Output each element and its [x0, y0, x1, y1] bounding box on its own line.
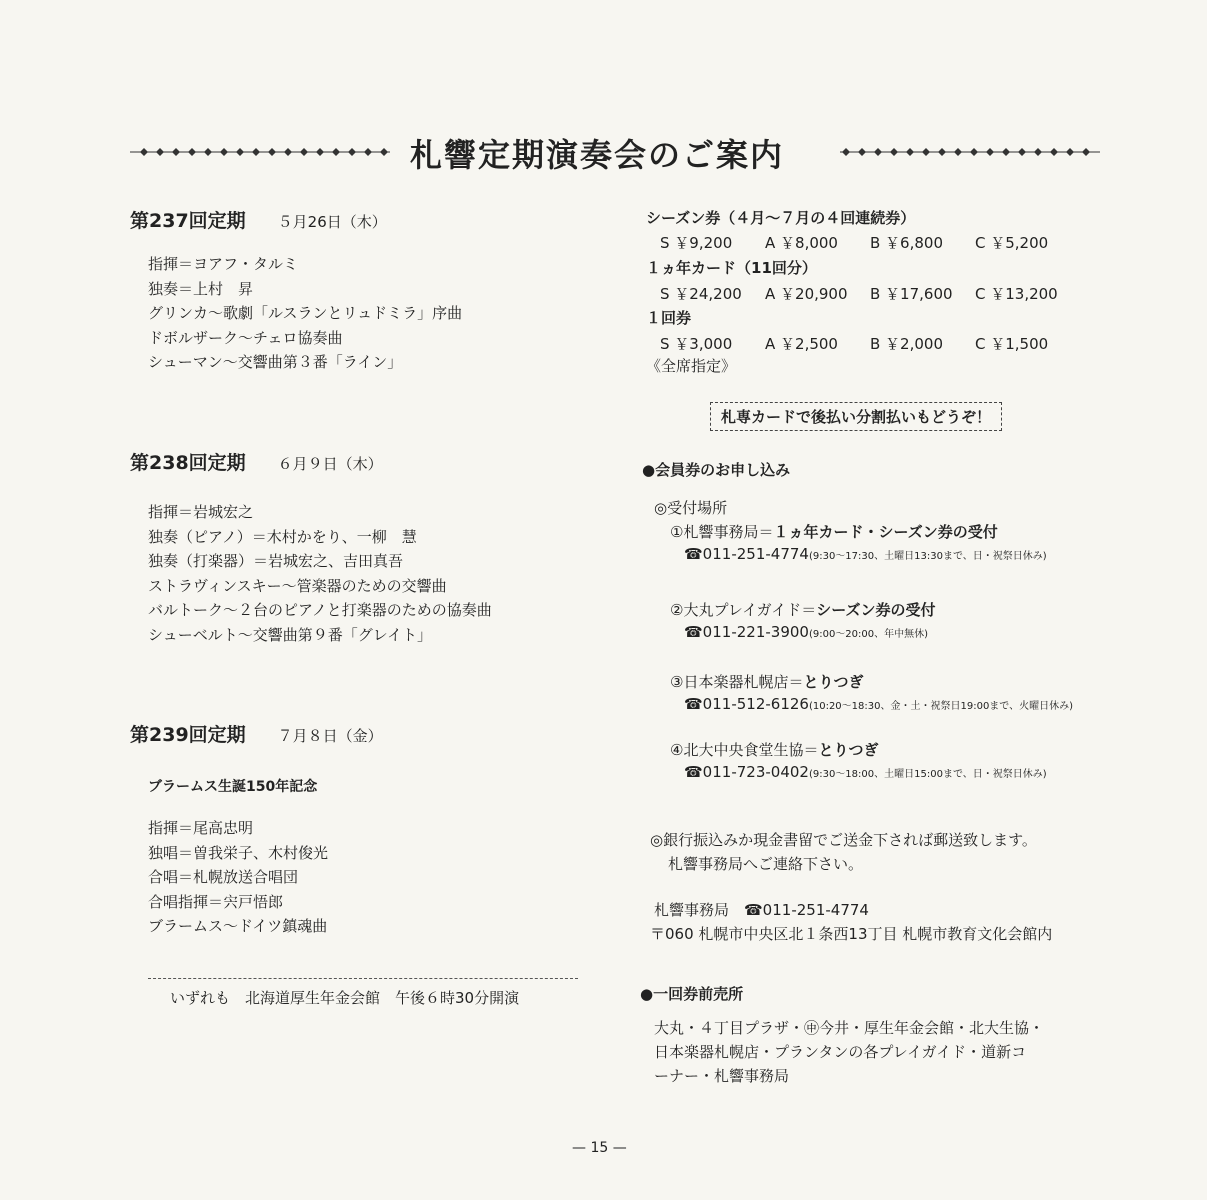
- price-c: C ￥5,200: [975, 234, 1049, 252]
- program-line: 指揮＝ヨアフ・タルミ: [148, 255, 299, 273]
- program-line: 指揮＝岩城宏之: [148, 503, 254, 521]
- venue-note: いずれも 北海道厚生年金会館 午後６時30分開演: [170, 989, 520, 1007]
- price-b: B ￥17,600: [870, 285, 953, 303]
- place-name: ②大丸プレイガイド＝: [670, 601, 817, 619]
- bank-transfer-note: ◎銀行振込みか現金書留でご送金下されば郵送致します。: [650, 831, 1037, 849]
- year-prices: [660, 283, 1058, 304]
- concert-239-subtitle: ブラームス生誕150年記念: [148, 779, 318, 795]
- places-label: ◎受付場所: [654, 499, 728, 517]
- price-c: C ￥1,500: [975, 335, 1049, 353]
- season-ticket-label: シーズン券（４月～７月の４回連続券）: [646, 209, 916, 227]
- concert-date: ６月９日（木）: [277, 455, 383, 473]
- concert-237-heading: [130, 206, 387, 233]
- place-role: １ヵ年カード・シーズン券の受付: [773, 523, 998, 541]
- membership-heading: ●会員券のお申し込み: [642, 461, 791, 479]
- place-name: ③日本楽器札幌店＝: [670, 673, 804, 691]
- hours: (9:00～20:00、年中無休): [808, 629, 929, 640]
- concert-heading-text: 第237回定期: [130, 210, 246, 232]
- title-ornament-right: [840, 146, 1100, 158]
- single-sales-list: [654, 1016, 1044, 1088]
- page-number: — 15 —: [572, 1140, 627, 1156]
- concert-heading-text: 第238回定期: [130, 452, 246, 474]
- price-s: S ￥9,200: [660, 234, 733, 252]
- price-a: A ￥8,000: [765, 234, 838, 252]
- place-role: とりつぎ: [803, 673, 864, 691]
- place-name: ①札響事務局＝: [670, 523, 774, 541]
- program-line: ドボルザーク～チェロ協奏曲: [148, 328, 343, 347]
- program-line: 合唱指揮＝宍戸悟郎: [148, 892, 284, 911]
- single-prices: [660, 333, 1048, 354]
- program-line: 独奏＝上村 昇: [148, 279, 254, 298]
- place-name: ④北大中央食堂生協＝: [670, 741, 819, 759]
- concert-date: ５月26日（木）: [277, 213, 387, 231]
- place-1: [670, 520, 998, 544]
- phone: ☎011-221-3900: [684, 623, 809, 641]
- program-line: 合唱＝札幌放送合唱団: [148, 868, 299, 886]
- place-role: とりつぎ: [818, 741, 879, 759]
- concert-heading-text: 第239回定期: [130, 724, 246, 746]
- divider: [148, 978, 578, 979]
- place-role: シーズン券の受付: [816, 601, 936, 619]
- phone: ☎011-512-6126: [684, 695, 809, 713]
- price-c: C ￥13,200: [975, 285, 1058, 303]
- office-address: 〒060 札幌市中央区北１条西13丁目 札幌市教育文化会館内: [650, 925, 1053, 943]
- program-line: 指揮＝尾高忠明: [148, 819, 254, 837]
- program-line: グリンカ～歌劇「ルスランとリュドミラ」序曲: [148, 304, 463, 322]
- program-line: シューベルト～交響曲第９番「グレイト」: [148, 625, 432, 644]
- season-prices: [660, 232, 1048, 253]
- title-ornament-left: [130, 146, 390, 158]
- hours: (9:30～18:00、土曜日15:00まで、日・祝祭日休み): [808, 769, 1047, 780]
- single-sales-line: 大丸・４丁目プラザ・㊥今井・厚生年金会館・北大生協・: [654, 1019, 1045, 1037]
- program-line: ブラームス～ドイツ鎮魂曲: [148, 917, 328, 935]
- concert-date: ７月８日（金）: [277, 727, 383, 745]
- card-payment-notice: 札専カードで後払い分割払いもどうぞ！: [710, 402, 1002, 431]
- bank-transfer-note-2: 札響事務局へご連絡下さい。: [668, 855, 864, 873]
- program-line: 独奏（打楽器）＝岩城宏之、吉田真吾: [148, 552, 404, 570]
- phone: ☎011-251-4774: [684, 545, 809, 563]
- single-sales-heading: ●一回券前売所: [640, 985, 744, 1003]
- concert-239-program: [148, 816, 328, 939]
- year-card-label: １ヵ年カード（11回分）: [646, 259, 817, 277]
- hours: (10:20～18:30、金・土・祝祭日19:00まで、火曜日休み): [808, 701, 1074, 712]
- all-reserved-note: 《全席指定》: [646, 357, 737, 375]
- single-ticket-label: １回券: [646, 309, 692, 327]
- concert-237-program: [148, 252, 462, 375]
- price-s: S ￥24,200: [660, 285, 742, 303]
- place-4: [670, 738, 878, 762]
- place-4-contact: [684, 760, 1047, 787]
- page-title: 札響定期演奏会のご案内: [410, 136, 785, 174]
- office-phone: 札響事務局 ☎011-251-4774: [654, 901, 869, 919]
- program-line: 独奏（ピアノ）＝木村かをり、一柳 慧: [148, 527, 417, 546]
- program-line: シューマン～交響曲第３番「ライン」: [148, 353, 403, 371]
- place-3-contact: [684, 692, 1073, 719]
- price-a: A ￥2,500: [765, 335, 838, 353]
- price-a: A ￥20,900: [765, 285, 848, 303]
- price-b: B ￥2,000: [870, 335, 944, 353]
- concert-238-program: [148, 500, 492, 647]
- concert-239-heading: [130, 720, 383, 747]
- place-2-contact: [684, 620, 928, 647]
- single-sales-line: 日本楽器札幌店・プランタンの各プレイガイド・道新コ: [654, 1043, 1027, 1061]
- program-line: ストラヴィンスキー～管楽器のための交響曲: [148, 576, 447, 595]
- phone: ☎011-723-0402: [684, 763, 809, 781]
- price-b: B ￥6,800: [870, 234, 944, 252]
- program-line: 独唱＝曽我栄子、木村俊光: [148, 843, 329, 862]
- concert-238-heading: [130, 448, 383, 475]
- place-3: [670, 670, 863, 694]
- program-line: バルトーク～２台のピアノと打楽器のための協奏曲: [148, 601, 492, 619]
- place-2: [670, 598, 935, 622]
- place-1-contact: [684, 542, 1047, 569]
- single-sales-line: ーナー・札響事務局: [654, 1067, 790, 1085]
- price-s: S ￥3,000: [660, 335, 733, 353]
- hours: (9:30～17:30、土曜日13:30まで、日・祝祭日休み): [808, 551, 1047, 562]
